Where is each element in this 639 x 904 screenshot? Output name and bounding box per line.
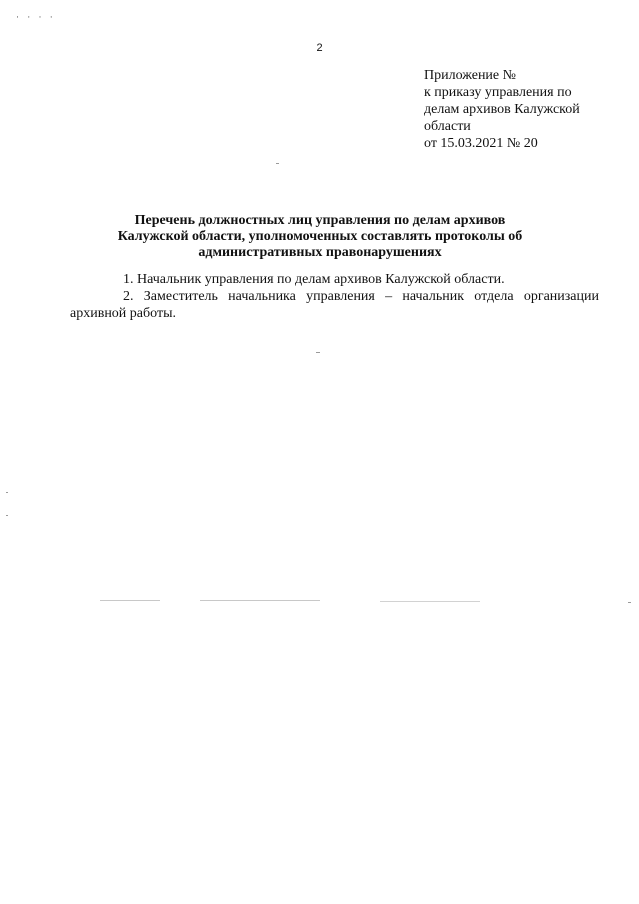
document-title: [60, 213, 580, 261]
scan-dotted-line: [380, 601, 480, 602]
list-item-2: [71, 288, 599, 322]
scan-speck: [6, 492, 8, 493]
appendix-line-4: области: [424, 119, 471, 134]
appendix-line-1: Приложение №: [424, 68, 516, 83]
scan-dotted-line: [100, 600, 160, 601]
scan-speck: [6, 515, 8, 516]
scan-speck: [316, 352, 320, 353]
appendix-line-2: к приказу управления по: [424, 85, 572, 100]
list-item-1: 1. Начальник управления по делам архивов Калужской области.: [123, 272, 505, 287]
list-item-2-line-2: архивной работы.: [70, 306, 176, 321]
title-line-1: Перечень должностных лиц управления по делам архивов: [134, 213, 506, 228]
appendix-line-3: делам архивов Калужской: [424, 102, 580, 117]
scan-artifact-corner: · · · ·: [16, 12, 56, 22]
officials-list: [70, 271, 599, 322]
scan-speck: [628, 602, 631, 603]
page-number: 2: [316, 42, 323, 54]
title-line-3: административных правонарушениях: [198, 245, 442, 260]
scan-speck: [276, 163, 279, 164]
scan-dotted-line: [200, 600, 320, 601]
list-item-2-line-1: 2. Заместитель начальника управления – начальник отдела организации: [123, 289, 599, 304]
appendix-line-5: от 15.03.2021 № 20: [424, 136, 538, 151]
appendix-block: [424, 67, 629, 152]
title-line-2: Калужской области, уполномоченных составлять протоколы об: [117, 229, 523, 244]
